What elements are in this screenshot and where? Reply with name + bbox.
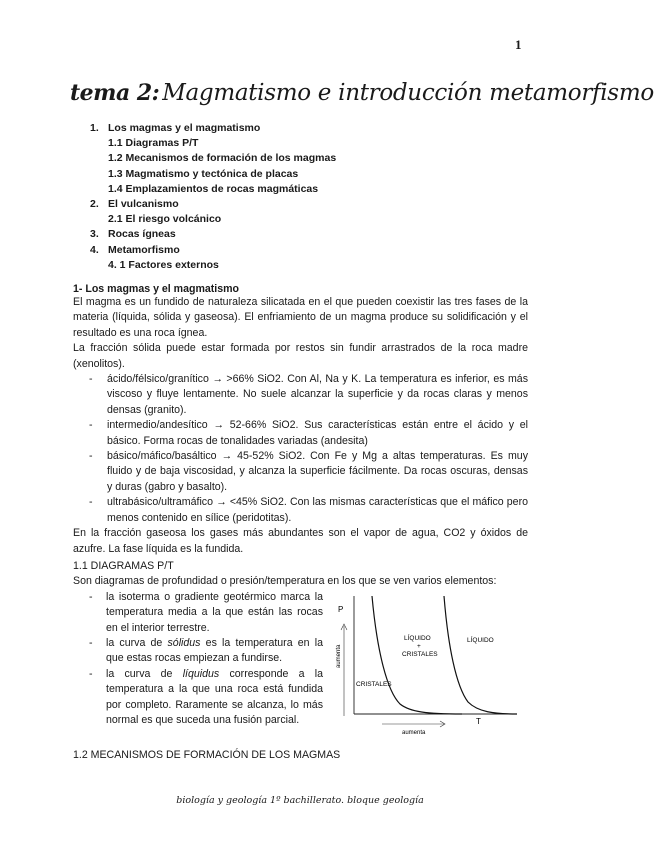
toc-number: 3. bbox=[90, 228, 99, 241]
section-1-2-heading: 1.2 MECANISMOS DE FORMACIÓN DE LOS MAGMAS bbox=[73, 749, 341, 761]
toc-item bbox=[90, 227, 336, 242]
item-text: la curva de bbox=[106, 667, 183, 680]
region-label: LÍQUIDO bbox=[467, 637, 494, 644]
section-1-1-intro: Son diagramas de profundidad o presión/temperatura en los que se ven varios elementos: bbox=[73, 575, 497, 588]
item-text: la curva de bbox=[106, 637, 168, 650]
section-1 bbox=[73, 283, 528, 557]
section-1-1-heading: 1.1 DIAGRAMAS P/T bbox=[73, 560, 174, 572]
item-text: es la temperatura en la que estas rocas empiezan a fundirse. bbox=[106, 637, 324, 665]
pt-diagram bbox=[332, 596, 522, 736]
list-item bbox=[73, 636, 323, 667]
item-text: corresponde a la temperatura a la que una roca está fundida por completo. Raramente se alcanza, lo más normal es que suceda una fusión parcial. bbox=[106, 667, 324, 727]
liquidus-term: líquidus bbox=[182, 667, 220, 680]
toc-number: 2. bbox=[90, 197, 99, 210]
toc-label: Metamorfismo bbox=[108, 243, 180, 256]
list-item bbox=[73, 667, 323, 729]
toc-label: El vulcanismo bbox=[108, 197, 179, 210]
toc-label: 4. 1 Factores externos bbox=[108, 258, 219, 271]
list-item: - ácido/félsico/granítico → >66% SiO2. Con Al, Na y K. La temperatura es inferior, es más viscoso y fluye lentamente. No suele alcanzar la superficie y da rocas claras y menos densas (granito). bbox=[73, 372, 528, 418]
toc-label: 1.3 Magmatismo y tectónica de placas bbox=[108, 167, 299, 180]
toc-item bbox=[90, 197, 336, 212]
toc-label: 2.1 El riesgo volcánico bbox=[108, 213, 222, 226]
t-axis-label: T bbox=[476, 717, 481, 726]
region-label: + bbox=[417, 643, 421, 650]
list-item: - básico/máfico/basáltico → 45-52% SiO2. Con Fe y Mg a altas temperaturas. Es muy fluido y de baja viscosidad, y alcanza la superficie fácilmente. Da rocas oscuras, densas y duras (gabro y basalto). bbox=[73, 449, 528, 495]
section-1-paragraph-3: En la fracción gaseosa los gases más abundantes son el vapor de agua, CO2 y óxidos de azufre. La fase líquida es la fundida. bbox=[73, 527, 528, 555]
title-prefix: tema 2: bbox=[70, 80, 160, 106]
toc-label: Rocas ígneas bbox=[108, 228, 176, 241]
x-axis-caption: aumenta bbox=[402, 730, 426, 736]
toc-label: 1.4 Emplazamientos de rocas magmáticas bbox=[108, 182, 319, 195]
page-number: 1 bbox=[515, 37, 522, 52]
section-1-paragraph-2: La fracción sólida puede estar formada por restos sin fundir arrastrados de la roca madre (xenolitos). bbox=[73, 342, 528, 370]
toc-number: 1. bbox=[90, 122, 99, 134]
list-item: - intermedio/andesítico → 52-66% SiO2. Sus características están entre el ácido y el básico. Forma rocas de tonalidades variadas (andesita) bbox=[73, 418, 528, 449]
liquidus-curve bbox=[444, 596, 517, 714]
page-footer: biología y geología 1º bachillerato. bloque geología bbox=[176, 795, 424, 806]
toc-item bbox=[90, 121, 336, 136]
title-text: Magmatismo e introducción metamorfismo bbox=[162, 80, 654, 106]
toc-label: 1.1 Diagramas P/T bbox=[108, 137, 199, 150]
page-title bbox=[70, 80, 654, 106]
toc-label: Los magmas y el magmatismo bbox=[108, 122, 261, 134]
toc-item bbox=[90, 136, 336, 151]
list-item: - la isoterma o gradiente geotérmico marca la temperatura media a la que están las rocas en el interior terrestre. bbox=[73, 590, 323, 636]
solidus-term: sólidus bbox=[167, 637, 201, 650]
toc-item bbox=[90, 258, 336, 273]
toc-item bbox=[90, 151, 336, 166]
toc-item bbox=[90, 212, 336, 227]
toc-item bbox=[90, 243, 336, 258]
toc-item bbox=[90, 167, 336, 182]
toc-item bbox=[90, 182, 336, 197]
magma-types-list bbox=[73, 372, 528, 526]
toc-number: 4. bbox=[90, 243, 99, 256]
toc-label: 1.2 Mecanismos de formación de los magmas bbox=[108, 152, 337, 165]
region-label: CRISTALES bbox=[402, 651, 438, 658]
section-1-heading: 1- Los magmas y el magmatismo bbox=[73, 283, 240, 295]
diagram-elements-list bbox=[73, 590, 323, 729]
y-axis-caption: aumenta bbox=[336, 644, 342, 668]
region-label: CRISTALES bbox=[356, 681, 392, 688]
list-item: - ultrabásico/ultramáfico → <45% SiO2. Con las mismas características que el máfico pero menos contenido en sílice (peridotitas). bbox=[73, 495, 528, 526]
section-1-paragraph-1: El magma es un fundido de naturaleza silicatada en el que pueden coexistir las tres fases de la materia (líquida, sólida y gaseosa). El enfriamiento de un magma produce su solidificación y el resultado es una roca ígnea. bbox=[73, 296, 528, 339]
region-label: LÍQUIDO bbox=[404, 635, 431, 642]
p-axis-label: P bbox=[338, 605, 344, 614]
table-of-contents bbox=[90, 121, 336, 273]
